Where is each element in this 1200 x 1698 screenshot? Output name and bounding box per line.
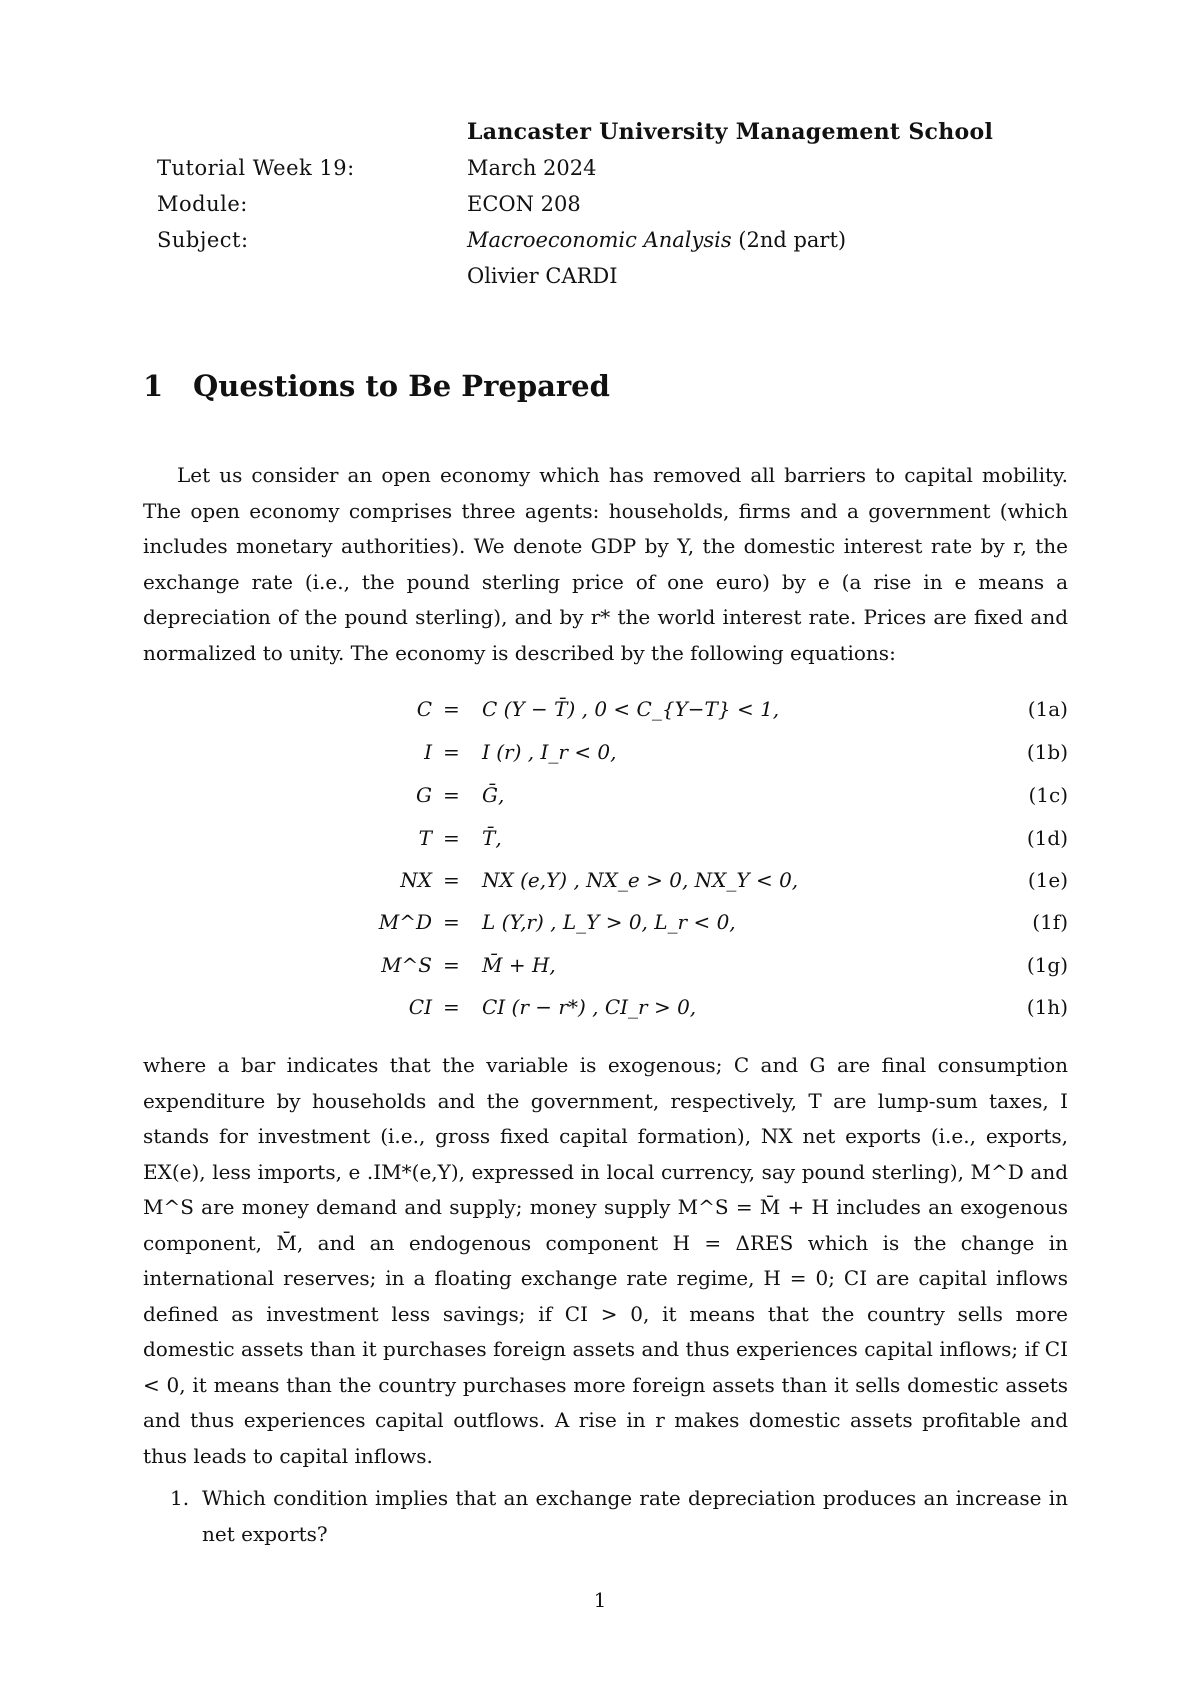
equation-row — [0, 868, 1200, 906]
question-list — [170, 1480, 1068, 1552]
equation-rhs: I (r) , I_r < 0, — [482, 740, 617, 764]
equation-row — [0, 826, 1200, 864]
equation-row — [0, 910, 1200, 948]
equation-row — [0, 783, 1200, 821]
list-item — [170, 1480, 1068, 1552]
section-title: Questions to Be Prepared — [193, 369, 610, 403]
equation-lhs: NX — [400, 868, 432, 892]
subject-title: Macroeconomic Analysis — [467, 228, 732, 252]
date-value: March 2024 — [467, 156, 597, 180]
equation-row — [0, 697, 1200, 735]
tutorial-label: Tutorial Week 19: — [157, 156, 355, 180]
equation-lhs: T — [418, 826, 432, 850]
equals-sign: = — [443, 910, 460, 934]
equation-rhs: M̄ + H, — [482, 953, 556, 977]
equation-lhs: M^S — [381, 953, 432, 977]
equation-rhs: NX (e,Y) , NX_e > 0, NX_Y < 0, — [482, 868, 799, 892]
equation-rhs: C (Y − T̄) , 0 < C_{Y−T} < 1, — [482, 697, 780, 721]
equation-tag: (1g) — [1026, 953, 1068, 977]
section-number: 1 — [143, 369, 164, 403]
equals-sign: = — [443, 697, 460, 721]
equation-rhs: L (Y,r) , L_Y > 0, L_r < 0, — [482, 910, 736, 934]
equation-row — [0, 995, 1200, 1033]
author-name: Olivier CARDI — [467, 264, 618, 288]
module-label: Module: — [157, 192, 248, 216]
equation-rhs: CI (r − r*) , CI_r > 0, — [482, 995, 697, 1019]
equation-tag: (1b) — [1026, 740, 1068, 764]
explanation-paragraph: where a bar indicates that the variable is exogenous; C and G are final consumption expenditure by households and the government, respectively, T are lump-sum taxes, I stands for investment (i.e., gross fixed capital formation), NX net exports (i.e., exports, EX(e), less imports, e .IM*(e,Y), expressed in local currency, say pound sterling), M^D and M^S are money demand and supply; money supply M^S = M̄ + H includes an exogenous component, M̄, and an endogenous component H = ΔRES which is the change in international reserves; in a floating exchange rate regime, H = 0; CI are capital inflows defined as investment less savings; if CI > 0, it means that the country sells more domestic assets than it purchases foreign assets and thus experiences capital inflows; if CI < 0, it means than the country purchases more foreign assets than it sells domestic assets and thus experiences capital outflows. A rise in r makes domestic assets profitable and thus leads to capital inflows. — [143, 1053, 1068, 1468]
equals-sign: = — [443, 826, 460, 850]
equals-sign: = — [443, 995, 460, 1019]
equation-lhs: I — [424, 740, 432, 764]
subject-value — [467, 222, 1107, 258]
equals-sign: = — [443, 740, 460, 764]
subject-suffix: (2nd part) — [731, 228, 847, 252]
equation-lhs: G — [416, 783, 432, 807]
equation-tag: (1c) — [1028, 783, 1068, 807]
school-name: Lancaster University Management School — [467, 119, 994, 145]
section-heading — [143, 366, 610, 406]
equals-sign: = — [443, 868, 460, 892]
equation-row — [0, 953, 1200, 991]
subject-label: Subject: — [157, 228, 249, 252]
equation-rhs: T̄, — [482, 826, 502, 850]
equation-row — [0, 740, 1200, 778]
equation-lhs: M^D — [378, 910, 432, 934]
equals-sign: = — [443, 783, 460, 807]
equation-rhs: Ḡ, — [482, 783, 505, 807]
header-block — [0, 0, 1200, 300]
equation-tag: (1e) — [1027, 868, 1068, 892]
equation-lhs: CI — [408, 995, 432, 1019]
module-value: ECON 208 — [467, 192, 581, 216]
question-text: Which condition implies that an exchange rate depreciation produces an increase in net exports? — [202, 1486, 1068, 1546]
equation-tag: (1f) — [1032, 910, 1068, 934]
intro-paragraph: Let us consider an open economy which has removed all barriers to capital mobility. The open economy comprises three agents: households, firms and a government (which includes monetary authorities). We denote GDP by Y, the domestic interest rate by r, the exchange rate (i.e., the pound sterling price of one euro) by e (a rise in e means a depreciation of the pound sterling), and by r* the world interest rate. Prices are fixed and normalized to unity. The economy is described by the following equations: — [143, 463, 1068, 665]
page-number: 1 — [593, 1588, 607, 1612]
equals-sign: = — [443, 953, 460, 977]
equation-tag: (1d) — [1026, 826, 1068, 850]
equation-tag: (1a) — [1027, 697, 1068, 721]
equation-tag: (1h) — [1026, 995, 1068, 1019]
equation-lhs: C — [416, 697, 432, 721]
question-number: 1. — [170, 1486, 190, 1510]
